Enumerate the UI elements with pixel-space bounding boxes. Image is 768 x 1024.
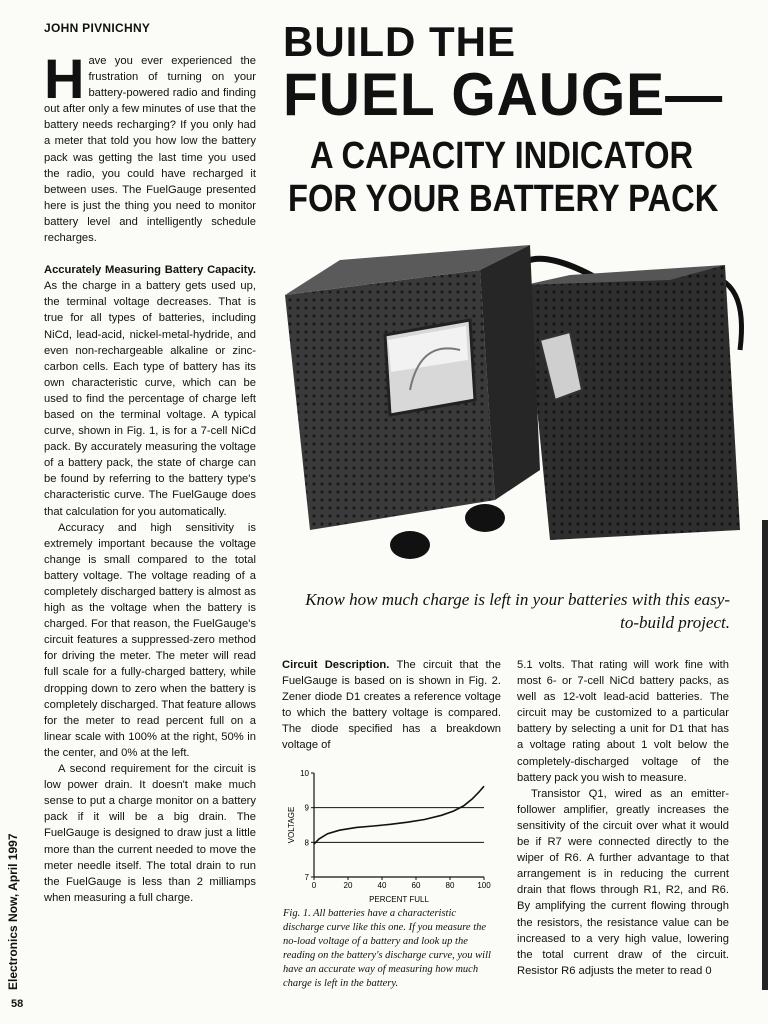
- x-axis-label: PERCENT FULL: [369, 895, 429, 904]
- subtitle-line-2: FOR YOUR BATTERY PACK: [288, 178, 719, 220]
- publication-sideline: [6, 830, 24, 990]
- subtitle-line-1: A CAPACITY INDICATOR: [310, 135, 694, 177]
- section-2-paragraph-1: [282, 657, 501, 754]
- y-tick-label: 9: [304, 803, 309, 813]
- right-paragraph-2: Transistor Q1, wired as an emitter-follower amplifier, greatly increases the sensitivity of the circuit over what it would be if R7 were connected directly to the wiper of R6. A further advantage to that arrangement is in reducing the current drain that flows through R1, R2, and R6. By amplifying the current flowing through the resistors, the resistance value can be increased to a very high value, lowering the total current draw of the circuit. Resistor R6 adjusts the meter to read 0: [517, 787, 729, 977]
- left-column: [44, 47, 256, 906]
- section-1-text-1: As the charge in a battery gets used up, the terminal voltage decreases. That is true for all types of batteries, including NiCd, lead-acid, nickel-metal-hydride, and even non-rechargeable alkaline or zinc-carbon cells. Each type of battery has its own characteristic curve, which can be used to find the percentage of charge left based on the terminal voltage. A typical curve, shown in Fig. 1, is for a 7-cell NiCd pack. By accurately measuring the voltage of a battery pack, the state of charge can be found by referring to the battery type's characteristic curve. The FuelGauge does that calculation for you automatically.: [44, 280, 256, 518]
- x-tick-label: 40: [377, 881, 387, 890]
- middle-column: [282, 657, 501, 754]
- intro-paragraph: [44, 47, 256, 246]
- terminal-knob-2: [465, 504, 505, 532]
- section-1-paragraph-3: A second requirement for the circuit is low power drain. It doesn't make much sense to put a charge monitor on a battery pack if it will be a big drain. The FuelGauge is designed to draw just a little more than the current needed to move the meter needle itself. The total drain to run the FuelGauge is less than 2 milliamps when measuring a full charge.: [44, 763, 256, 904]
- x-tick-label: 80: [445, 881, 455, 890]
- drop-cap: H: [44, 47, 85, 110]
- section-2-heading: Circuit Description.: [282, 659, 390, 671]
- section-1-heading: Accurately Measuring Battery Capacity.: [44, 264, 256, 277]
- x-tick-label: 20: [343, 881, 353, 890]
- x-tick-label: 60: [411, 881, 421, 890]
- right-column: [517, 657, 729, 979]
- y-tick-label: 8: [304, 838, 309, 848]
- headline-line-1: BUILD THE: [283, 18, 516, 65]
- right-paragraph-1: 5.1 volts. That rating will work fine with most 6- or 7-cell NiCd battery packs, as well as 12-volt lead-acid batteries. The circuit may be customized to a particular battery by selecting a unit for D1 that has a voltage rating about 1 volt below the completely-discharged voltage of the battery pack you wish to measure.: [517, 659, 729, 784]
- terminal-knob-1: [390, 531, 430, 559]
- y-tick-label: 10: [300, 769, 309, 778]
- x-tick-label: 100: [477, 881, 491, 890]
- right-battery-pack: [525, 265, 740, 540]
- author-byline: JOHN PIVNICHNY: [44, 21, 151, 35]
- discharge-curve-chart: [282, 765, 492, 905]
- y-tick-label: 7: [304, 873, 309, 882]
- y-axis-label: VOLTAGE: [287, 806, 296, 844]
- page-number: 58: [11, 998, 24, 1010]
- scan-edge: [762, 520, 768, 990]
- x-tick-label: 0: [311, 881, 317, 890]
- photo-caption: Know how much charge is left in your batteries with this easy-to-build project.: [305, 590, 730, 632]
- figure-caption: Fig. 1. All batteries have a characteristic discharge curve like this one. If you measure the no-load voltage of a battery and look up the reading on the battery's discharge curve, you will have an accurate way of measuring how much charge is left in the battery.: [283, 908, 491, 989]
- section-1-paragraph-1: [44, 262, 256, 520]
- intro-text: ave you ever experienced the frustration of turning on your battery-powered radio and finding out after only a few minutes of use that the battery needs recharging? If you only had a meter that told you how low the battery pack was getting the last time you used the radio, you could have recharged it between uses. The FuelGauge presented here is just the thing you need to monitor battery level and intelligently schedule recharges.: [44, 55, 256, 245]
- battery-photo: [270, 240, 750, 580]
- section-2-text-1: The circuit that the FuelGauge is based on is shown in Fig. 2. Zener diode D1 creates a reference voltage to which the battery voltage is compared. The diode specified has a breakdown voltage of: [282, 659, 501, 752]
- discharge-curve: [314, 786, 484, 844]
- headline-line-2: FUEL GAUGE—: [283, 61, 724, 128]
- publication-info: Electronics Now, April 1997: [6, 833, 20, 990]
- section-1-paragraph-2: Accuracy and high sensitivity is extremely important because the voltage change is small compared to the total battery voltage. The voltage reading of a completely discharged battery is almost as high as the voltage when the battery is charged. For that reason, the FuelGauge's circuit features a suppressed-zero method for driving the meter. The meter will read full scale for a fully-charged battery, while dropping down to zero when the battery is completely discharged. That feature allows for the meter to read percent full on a linear scale with 100% at the right, 50% in the center, and 0% at the left.: [44, 521, 256, 759]
